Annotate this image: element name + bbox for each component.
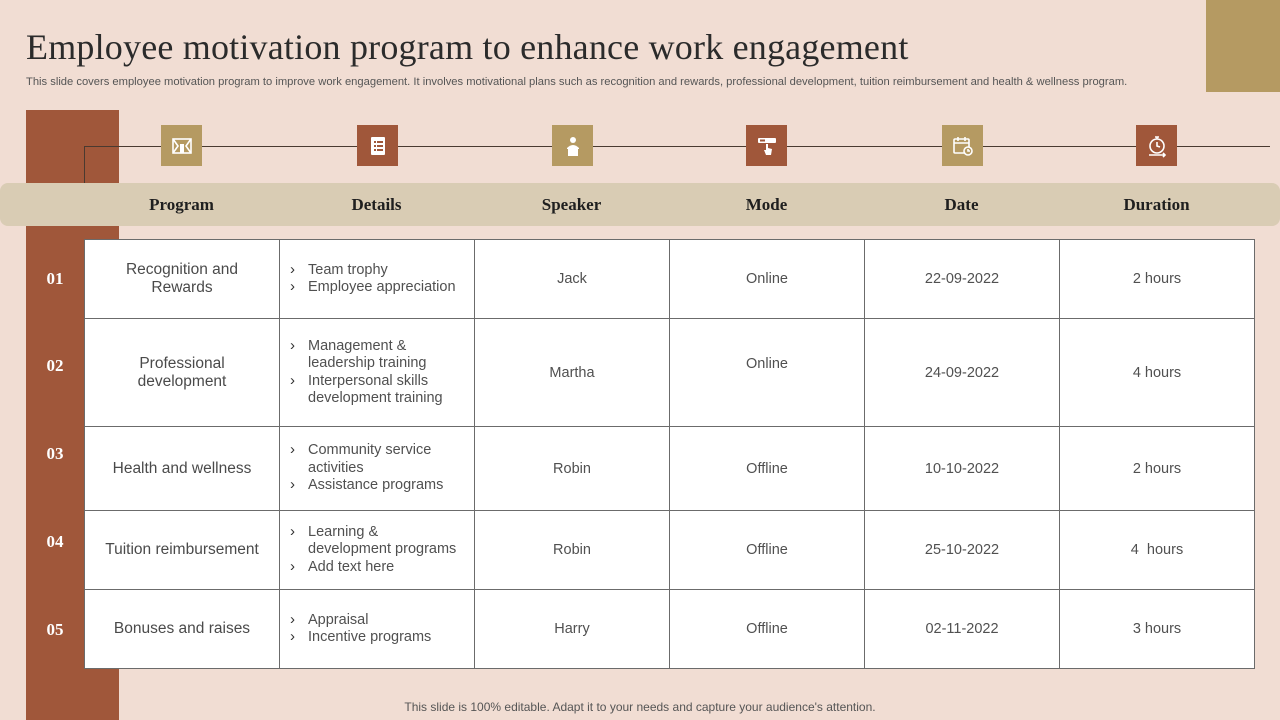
- date-cell: 24-09-2022: [865, 319, 1060, 427]
- stopwatch-icon: [1136, 125, 1177, 166]
- table-row: [85, 319, 1255, 427]
- details-cell: [280, 590, 475, 669]
- calendar-icon: [942, 125, 983, 166]
- speaker-cell: Harry: [475, 590, 670, 669]
- details-list: [290, 612, 464, 647]
- details-list: [290, 338, 464, 408]
- column-header-duration: Duration: [1123, 194, 1190, 214]
- details-cell: [280, 511, 475, 590]
- details-item: › Community service activities: [290, 442, 464, 477]
- duration-cell: 2 hours: [1060, 240, 1255, 319]
- details-item: › Management & leadership training: [290, 338, 464, 373]
- row-number: 02: [46, 356, 64, 375]
- speaker-cell: Robin: [475, 427, 670, 511]
- date-cell: 10-10-2022: [865, 427, 1060, 511]
- table-row: [85, 590, 1255, 669]
- program-cell: Tuition reimbursement: [85, 511, 280, 590]
- row-number: 01: [46, 269, 64, 288]
- page-subtitle: This slide covers employee motivation program to improve work engagement. It involves motivational plans such as recognition and rewards, professional development, tuition reimbursement and health & wellness program.: [26, 76, 1128, 88]
- speaker-cell: Martha: [475, 319, 670, 427]
- mode-cell: Offline: [670, 511, 865, 590]
- table-row: [85, 511, 1255, 590]
- row-number: 05: [46, 620, 64, 639]
- column-header-details: Details: [351, 194, 402, 214]
- mode-cell: Offline: [670, 427, 865, 511]
- table-row: [85, 240, 1255, 319]
- details-item: › Incentive programs: [290, 629, 464, 647]
- table-row: [85, 427, 1255, 511]
- mode-cell: Offline: [670, 590, 865, 669]
- mode-cell: Online: [670, 319, 865, 427]
- duration-cell: 4 hours: [1060, 511, 1255, 590]
- details-list: [290, 442, 464, 495]
- details-item: › Appraisal: [290, 612, 464, 630]
- column-header-program: Program: [149, 194, 214, 214]
- details-item: › Add text here: [290, 559, 464, 577]
- program-table: [84, 239, 1255, 669]
- speaker-cell: Jack: [475, 240, 670, 319]
- timeline-line: [84, 146, 1270, 147]
- speaker-cell: Robin: [475, 511, 670, 590]
- details-cell: [280, 240, 475, 319]
- column-header-date: Date: [944, 194, 979, 214]
- program-cell: Recognition and Rewards: [85, 240, 280, 319]
- date-cell: 25-10-2022: [865, 511, 1060, 590]
- details-item: › Team trophy: [290, 262, 464, 280]
- row-number: 03: [46, 444, 64, 463]
- date-cell: 22-09-2022: [865, 240, 1060, 319]
- duration-cell: 3 hours: [1060, 590, 1255, 669]
- document-list-icon: [357, 125, 398, 166]
- column-header-mode: Mode: [745, 194, 788, 214]
- details-cell: [280, 319, 475, 427]
- details-cell: [280, 427, 475, 511]
- mode-cell: Online: [670, 240, 865, 319]
- program-cell: Professional development: [85, 319, 280, 427]
- column-header-speaker: Speaker: [541, 194, 602, 214]
- footer-note: This slide is 100% editable. Adapt it to your needs and capture your audience's attention.: [404, 700, 876, 714]
- duration-cell: 4 hours: [1060, 319, 1255, 427]
- hand-pointer-icon: [746, 125, 787, 166]
- page-title: Employee motivation program to enhance work engagement: [26, 27, 909, 67]
- program-cell: Bonuses and raises: [85, 590, 280, 669]
- details-item: › Learning & development programs: [290, 524, 464, 559]
- podium-icon: [161, 125, 202, 166]
- details-item: › Assistance programs: [290, 477, 464, 495]
- details-item: › Employee appreciation: [290, 279, 464, 297]
- program-cell: Health and wellness: [85, 427, 280, 511]
- corner-accent: [1206, 0, 1280, 92]
- row-number: 04: [46, 532, 64, 551]
- speaker-icon: [552, 125, 593, 166]
- details-list: [290, 262, 464, 297]
- details-item: › Interpersonal skills development training: [290, 373, 464, 408]
- duration-cell: 2 hours: [1060, 427, 1255, 511]
- details-list: [290, 524, 464, 577]
- date-cell: 02-11-2022: [865, 590, 1060, 669]
